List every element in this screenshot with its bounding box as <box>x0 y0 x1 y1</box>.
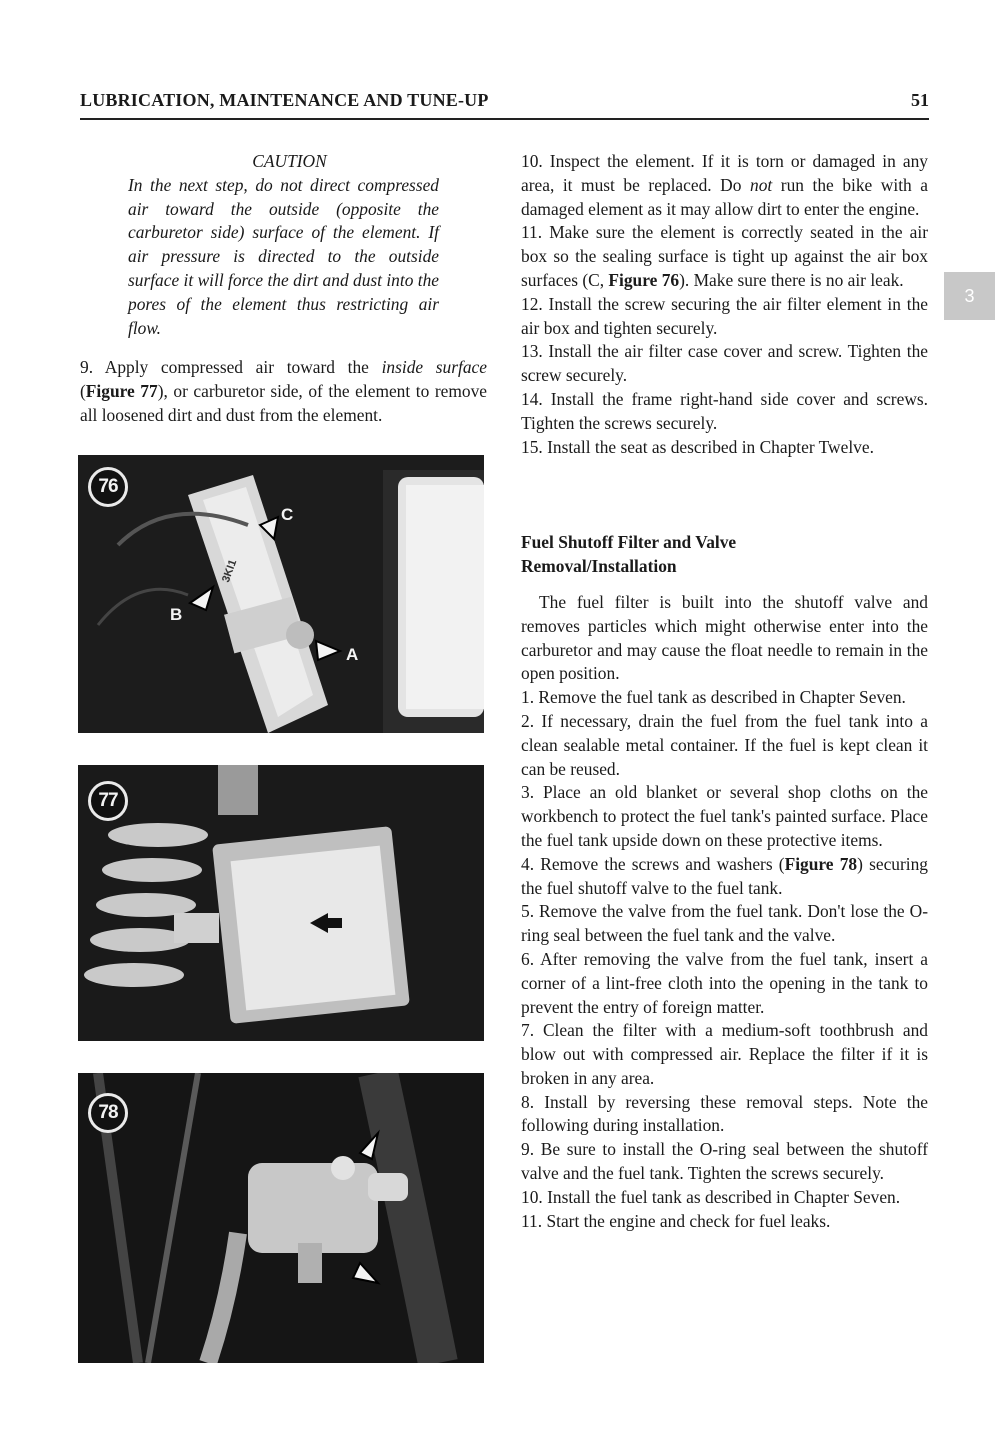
fuel-step-6: 6. After removing the valve from the fuel tank, insert a corner of a lint-free cloth into the opening in the tank to prevent the entry of foreign matter. <box>521 948 928 1017</box>
fuel-step-3: 3. Place an old blanket or several shop cloths on the workbench to protect the fuel tank's painted surface. Place the fuel tank upside down on these protective items. <box>521 782 928 850</box>
fuel-step-8: 8. Install by reversing these removal steps. Note the following during installation. <box>521 1091 928 1136</box>
chapter-tab: 3 <box>944 272 995 320</box>
label-c: C <box>281 505 294 524</box>
fuel-step-4: 4. Remove the screws and washers (Figure 78) securing the fuel shutoff valve to the fuel tank. <box>521 853 928 898</box>
section-heading: Fuel Shutoff Filter and Valve Removal/Installation <box>521 532 737 577</box>
step-14-paragraph: 14. Install the frame right-hand side cover and screws. Tighten the screws securely. <box>521 388 928 433</box>
fuel-step-7: 7. Clean the filter with a medium-soft toothbrush and blow out with compressed air. Replace the filter if it is broken in any area. <box>521 1020 928 1088</box>
label-b: B <box>170 605 183 624</box>
right-column <box>521 150 928 1233</box>
page-number: 51 <box>911 90 929 110</box>
chapter-title: LUBRICATION, MAINTENANCE AND TUNE-UP <box>80 90 489 110</box>
step-11-paragraph: 11. Make sure the element is correctly seated in the air box so the sealing surface is tight up against the air box surfaces (C, Figure 76). Make sure there is no air leak. <box>521 222 928 290</box>
fuel-step-11: 11. Start the engine and check for fuel leaks. <box>521 1210 831 1231</box>
figure-number-badge: 77 <box>88 781 128 821</box>
figure-reference: Figure 78 <box>784 853 858 874</box>
step-15-paragraph: 15. Install the seat as described in Chapter Twelve. <box>521 436 874 457</box>
caution-body: In the next step, do not direct compressed air toward the outside (opposite the carburetor side) surface of the element. If air pressure is directed to the outside surface it will force the dirt and dust into the pores of the element thus restricting air flow. <box>128 174 439 338</box>
step-10-paragraph: 10. Inspect the element. If it is torn or damaged in any area, it must be replaced. Do not run the bike with a damaged element as it may allow dirt to enter the engine. <box>521 151 928 219</box>
figure-number-badge: 76 <box>88 467 128 507</box>
fuel-step-2: 2. If necessary, drain the fuel from the fuel tank into a clean sealable metal container. If the fuel is kept clean it can be reused. <box>521 710 928 779</box>
figure-number-badge: 78 <box>88 1093 128 1133</box>
fuel-step-10: 10. Install the fuel tank as described in Chapter Seven. <box>521 1186 901 1207</box>
figure-77-photo <box>78 765 484 1041</box>
step-9-paragraph: 9. Apply compressed air toward the inside surface (Figure 77), or carburetor side, of the element to remove all loosened dirt and dust from the element. <box>80 357 487 425</box>
intro-paragraph: The fuel filter is built into the shutoff valve and removes particles which might otherwise enter into the carburetor and may cause the float needle to remain in the open position. <box>521 591 928 684</box>
caution-title: CAUTION <box>252 151 327 171</box>
left-column <box>80 150 487 428</box>
part-code: 3KI1 <box>220 558 240 584</box>
figure-reference: Figure 77 <box>85 381 158 402</box>
label-a: A <box>346 645 359 664</box>
fuel-step-9: 9. Be sure to install the O-ring seal between the shutoff valve and the fuel tank. Tighten the screws securely. <box>521 1139 928 1184</box>
step-12-paragraph: 12. Install the screw securing the air filter element in the air box and tighten securely. <box>521 293 928 338</box>
fuel-step-1: 1. Remove the fuel tank as described in Chapter Seven. <box>521 687 906 708</box>
step-13-paragraph: 13. Install the air filter case cover and screw. Tighten the screw securely. <box>521 341 928 386</box>
figure-78-photo <box>78 1073 484 1363</box>
fuel-step-5: 5. Remove the valve from the fuel tank. Don't lose the O-ring seal between the fuel tank and the valve. <box>521 901 928 946</box>
figure-reference: Figure 76 <box>608 269 680 290</box>
page-header <box>80 90 929 120</box>
figure-76-photo <box>78 455 484 733</box>
